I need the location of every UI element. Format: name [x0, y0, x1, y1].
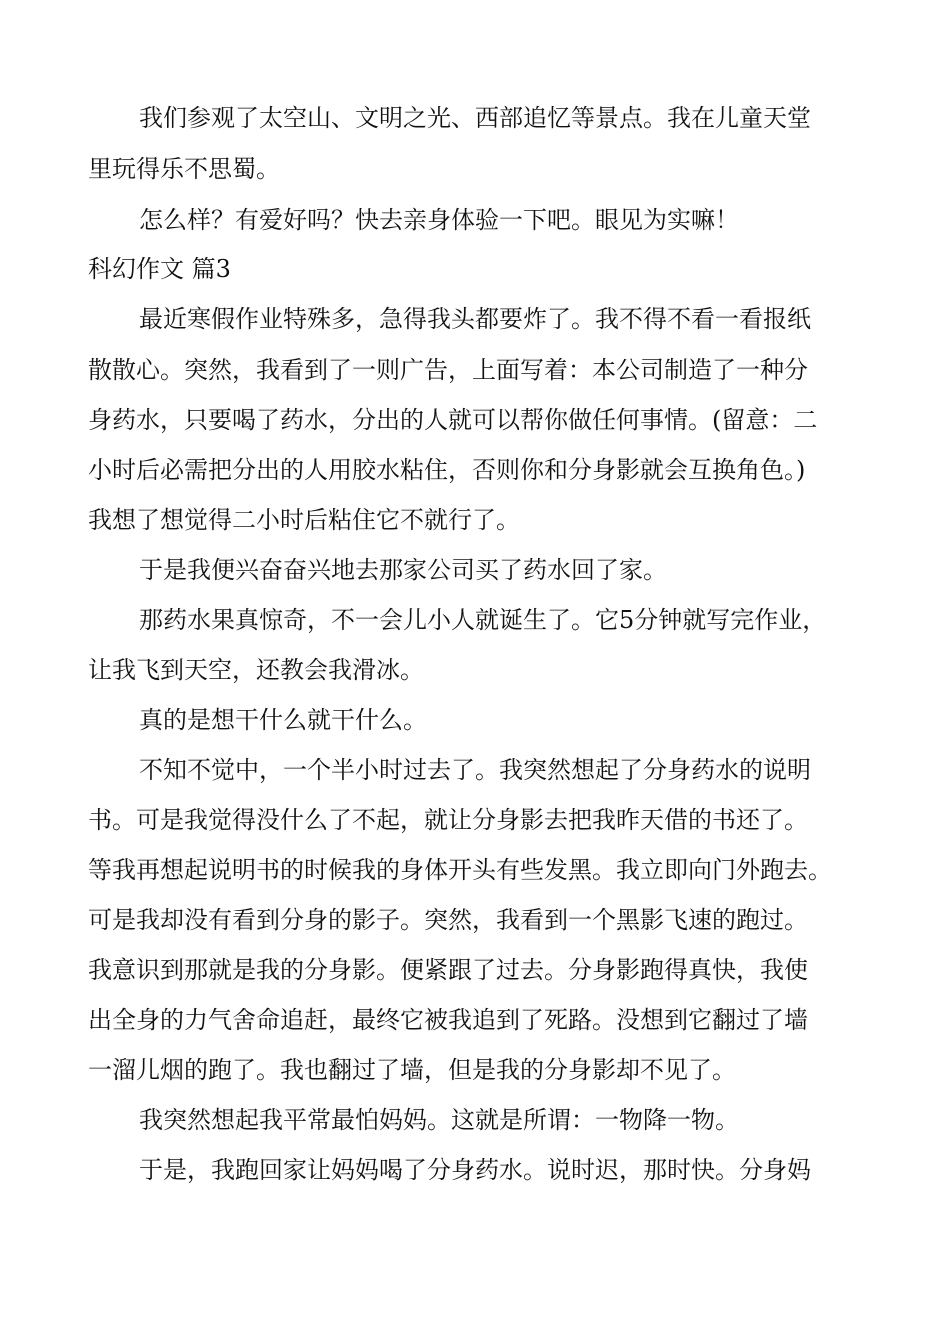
text-line: 于是，我跑回家让妈妈喝了分身药水。说时迟，那时快。分身妈: [139, 1156, 811, 1184]
text-line: 真的是想干什么就干什么。: [139, 706, 427, 734]
text-line: 身药水，只要喝了药水，分出的人就可以帮你做任何事情。(留意：二: [88, 406, 818, 434]
text-line: 最近寒假作业特殊多，急得我头都要炸了。我不得不看一看报纸: [139, 305, 811, 333]
text-line: 那药水果真惊奇，不一会儿小人就诞生了。它5分钟就写完作业，: [139, 606, 827, 634]
section-heading: 科幻作文 篇3: [88, 255, 231, 283]
text-line: 散散心。突然，我看到了一则广告，上面写着：本公司制造了一种分: [88, 356, 808, 384]
text-line: 让我飞到天空，还教会我滑冰。: [88, 656, 424, 684]
text-line: 等我再想起说明书的时候我的身体开头有些发黑。我立即向门外跑去。: [88, 856, 832, 884]
text-line: 我意识到那就是我的分身影。便紧跟了过去。分身影跑得真快，我使: [88, 956, 808, 984]
text-line: 出全身的力气舍命追赶，最终它被我追到了死路。没想到它翻过了墙: [88, 1006, 808, 1034]
text-line: 里玩得乐不思蜀。: [88, 155, 280, 183]
text-line: 小时后必需把分出的人用胶水粘住，否则你和分身影就会互换角色。): [88, 456, 806, 484]
text-line: 于是我便兴奋奋兴地去那家公司买了药水回了家。: [139, 556, 667, 584]
text-line: 我突然想起我平常最怕妈妈。这就是所谓：一物降一物。: [139, 1106, 739, 1134]
text-line: 不知不觉中，一个半小时过去了。我突然想起了分身药水的说明: [139, 756, 811, 784]
text-line: 可是我却没有看到分身的影子。突然，我看到一个黑影飞速的跑过。: [88, 906, 808, 934]
text-line: 一溜儿烟的跑了。我也翻过了墙，但是我的分身影却不见了。: [88, 1056, 736, 1084]
text-line: 书。可是我觉得没什么了不起，就让分身影去把我昨天借的书还了。: [88, 806, 808, 834]
text-line: 我们参观了太空山、文明之光、西部追忆等景点。我在儿童天堂: [139, 104, 811, 132]
text-line: 我想了想觉得二小时后粘住它不就行了。: [88, 506, 520, 534]
text-line: 怎么样？有爱好吗？快去亲身体验一下吧。眼见为实嘛！: [139, 206, 739, 234]
